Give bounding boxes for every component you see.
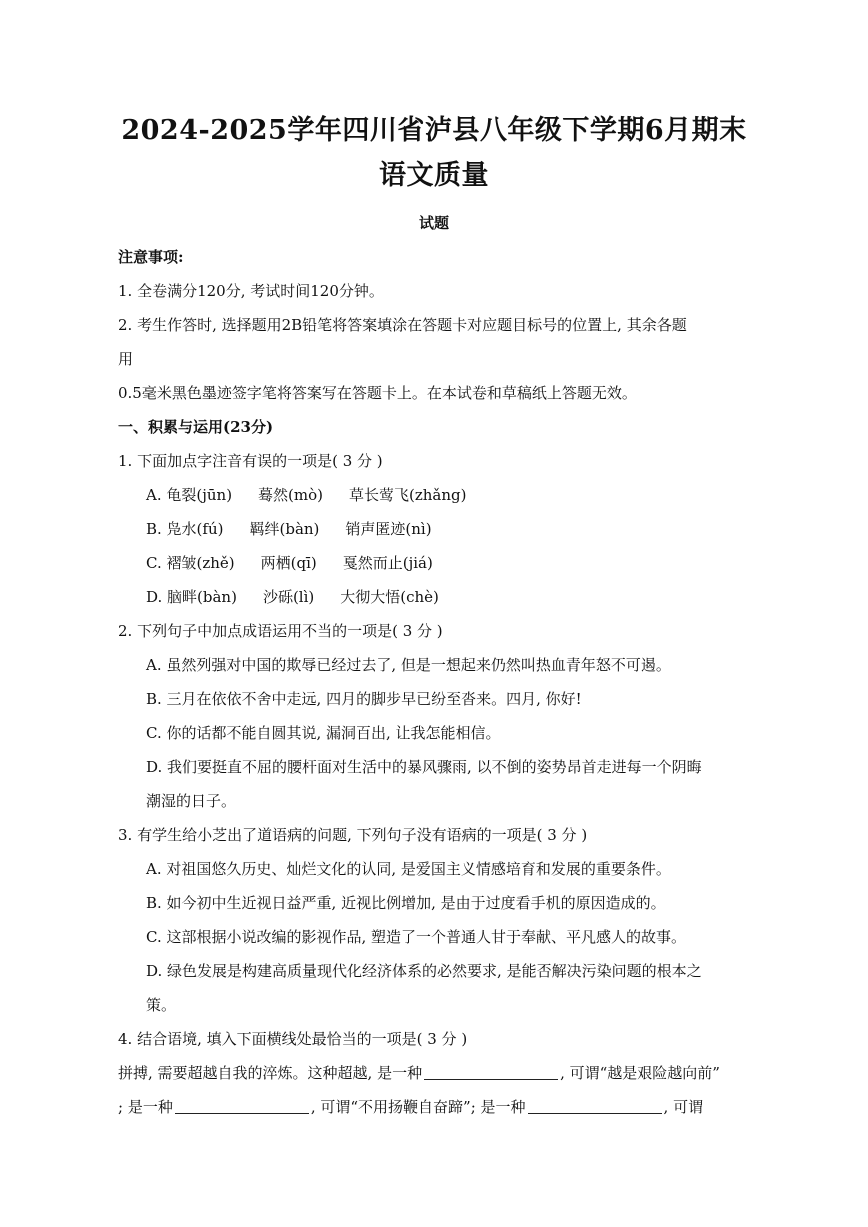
question-3-option-d-cont: 策。: [146, 996, 177, 1014]
question-3-stem: 3. 有学生给小芝出了道语病的问题, 下列句子没有语病的一项是( 3 分 ): [118, 826, 588, 844]
page-subtitle: 试题: [418, 214, 449, 232]
option-term: 大彻大悟(chè): [340, 588, 439, 606]
question-1-option-c: [118, 546, 750, 580]
question-3-option-c: C. 这部根据小说改编的影视作品, 塑造了一个普通人甘于奉献、平凡感人的故事。: [146, 928, 687, 946]
question-2-stem: 2. 下列句子中加点成语运用不当的一项是( 3 分 ): [118, 622, 443, 640]
option-term: 戛然而止(jiá): [342, 554, 433, 572]
question-4-stem: 4. 结合语境, 填入下面横线处最恰当的一项是( 3 分 ): [118, 1030, 468, 1048]
question-2-option-b: B. 三月在依依不舍中走远, 四月的脚步早已纷至沓来。四月, 你好!: [146, 690, 582, 708]
passage-text: ; 是一种: [118, 1098, 173, 1116]
option-term: 草长莺飞(zhǎng): [349, 486, 467, 504]
fill-blank-3: [528, 1097, 662, 1114]
section-heading: 一、积累与运用(23分): [118, 418, 274, 436]
question-1-option-a: [118, 478, 750, 512]
page-title: 2024-2025学年四川省泸县八年级下学期6月期末语文质量: [121, 115, 747, 191]
notice-item-2: 2. 考生作答时, 选择题用2B铅笔将答案填涂在答题卡对应题目标号的位置上, 其余各题: [118, 316, 687, 334]
question-4-passage-line-2: [118, 1090, 750, 1124]
notice-item-2-cont: 0.5毫米黑色墨迹签字笔将答案写在答题卡上。在本试卷和草稿纸上答题无效。: [118, 384, 637, 402]
question-2-option-a: A. 虽然列强对中国的欺辱已经过去了, 但是一想起来仍然叫热血青年怒不可遏。: [146, 656, 671, 674]
option-term: D. 脑畔(bàn): [146, 588, 237, 606]
passage-text: 拼搏, 需要超越自我的淬炼。这种超越, 是一种: [118, 1064, 423, 1082]
option-term: 羁绊(bàn): [249, 520, 320, 538]
fill-blank-2: [175, 1097, 309, 1114]
option-term: B. 凫水(fú): [146, 520, 224, 538]
option-term: A. 龟裂(jūn): [146, 486, 233, 504]
fill-blank-1: [424, 1063, 558, 1080]
question-4-passage-line-1: [118, 1056, 750, 1090]
option-term: C. 褶皱(zhě): [146, 554, 235, 572]
question-2-option-d-cont: 潮湿的日子。: [146, 792, 237, 810]
notice-item-1: 1. 全卷满分120分, 考试时间120分钟。: [118, 282, 384, 300]
option-term: 两栖(qī): [260, 554, 317, 572]
option-term: 沙砾(lì): [262, 588, 315, 606]
question-2-option-d: D. 我们要挺直不屈的腰杆面对生活中的暴风骤雨, 以不倒的姿势昂首走进每一个阴晦: [146, 758, 702, 776]
question-3-option-a: A. 对祖国悠久历史、灿烂文化的认同, 是爱国主义情感培育和发展的重要条件。: [146, 860, 671, 878]
question-3-option-b: B. 如今初中生近视日益严重, 近视比例增加, 是由于过度看手机的原因造成的。: [146, 894, 666, 912]
notice-heading: 注意事项:: [118, 248, 184, 266]
passage-text: , 可谓“越是艰险越向前”: [560, 1064, 720, 1082]
question-1-stem: 1. 下面加点字注音有误的一项是( 3 分 ): [118, 452, 383, 470]
passage-text: , 可谓: [663, 1098, 704, 1116]
question-2-option-c: C. 你的话都不能自圆其说, 漏洞百出, 让我怎能相信。: [146, 724, 501, 742]
option-term: 蓦然(mò): [258, 486, 324, 504]
option-term: 销声匿迹(nì): [345, 520, 432, 538]
passage-text: , 可谓“不用扬鞭自奋蹄”; 是一种: [310, 1098, 526, 1116]
question-3-option-d: D. 绿色发展是构建高质量现代化经济体系的必然要求, 是能否解决污染问题的根本之: [146, 962, 702, 980]
question-1-option-d: [118, 580, 750, 614]
notice-item-2-wrap: 用: [118, 350, 134, 368]
question-1-option-b: [118, 512, 750, 546]
